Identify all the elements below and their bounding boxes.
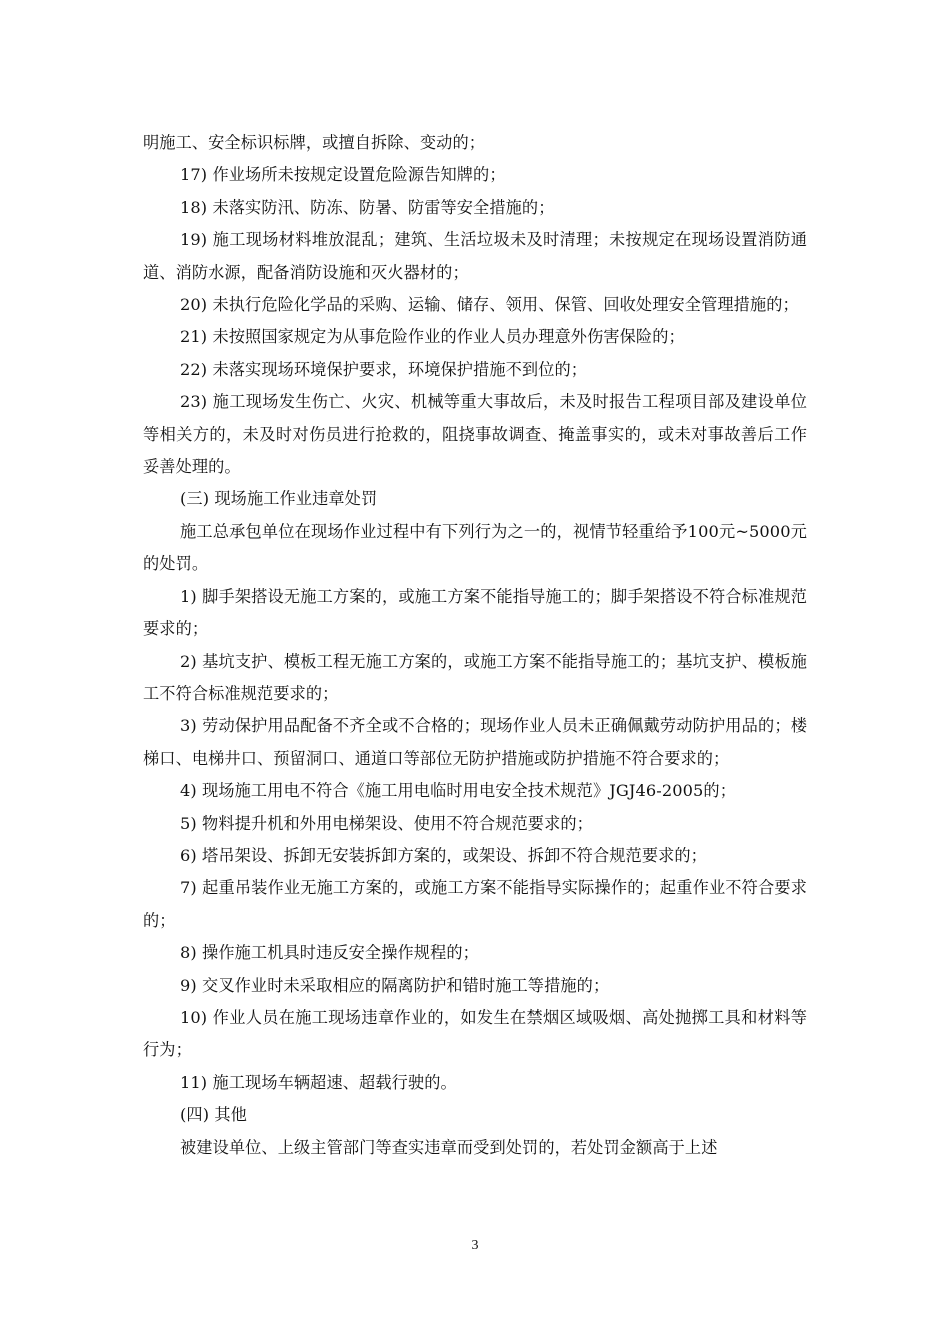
paragraph-16: 6) 塔吊架设、拆卸无安装拆卸方案的，或架设、拆卸不符合规范要求的； <box>180 845 707 865</box>
paragraph-4: 19) 施工现场材料堆放混乱；建筑、生活垃圾未及时清理；未按规定在现场设置消防通道、消防水源，配备消防设施和灭火器材的； <box>143 230 807 282</box>
section-heading-3: (三) 现场施工作业违章处罚 <box>180 489 378 509</box>
paragraph-13: 3) 劳动保护用品配备不齐全或不合格的；现场作业人员未正确佩戴劳动防护用品的；楼梯口、电梯井口、预留洞口、通道口等部位无防护措施或防护措施不符合要求的； <box>143 716 807 768</box>
paragraph-7: 22) 未落实现场环境保护要求，环境保护措施不到位的； <box>180 359 588 379</box>
paragraph-19: 9) 交叉作业时未采取相应的隔离防护和错时施工等措施的； <box>180 975 610 995</box>
paragraph-18: 8) 操作施工机具时违反安全操作规程的； <box>180 943 479 963</box>
page-number: 3 <box>471 1238 479 1253</box>
paragraph-3: 18) 未落实防汛、防冻、防暑、防雷等安全措施的； <box>180 197 555 217</box>
paragraph-6: 21) 未按照国家规定为从事危险作业的作业人员办理意外伤害保险的； <box>180 327 685 347</box>
paragraph-8: 23) 施工现场发生伤亡、火灾、机械等重大事故后，未及时报告工程项目部及建设单位等相关方的，未及时对伤员进行抢救的，阻挠事故调查、掩盖事实的，或未对事故善后工作妥善处理的。 <box>143 392 807 477</box>
paragraph-15: 5) 物料提升机和外用电梯架设、使用不符合规范要求的； <box>180 813 593 833</box>
paragraph-20: 10) 作业人员在施工现场违章作业的，如发生在禁烟区域吸烟、高处抛掷工具和材料等行为； <box>143 1007 807 1060</box>
paragraph-14: 4) 现场施工用电不符合《施工用电临时用电安全技术规范》JGJ46-2005的； <box>180 781 736 801</box>
paragraph-21: 11) 施工现场车辆超速、超载行驶的。 <box>180 1072 457 1092</box>
paragraph-11: 1) 脚手架搭设无施工方案的，或施工方案不能指导施工的；脚手架搭设不符合标准规范要求的； <box>143 586 807 639</box>
paragraph-12: 2) 基坑支护、模板工程无施工方案的，或施工方案不能指导施工的；基坑支护、模板施工不符合标准规范要求的； <box>143 651 807 703</box>
paragraph-10: 施工总承包单位在现场作业过程中有下列行为之一的，视情节轻重给予100元~5000元的处罚。 <box>143 521 807 574</box>
paragraph-2: 17) 作业场所未按规定设置危险源告知牌的； <box>180 165 506 185</box>
paragraph-1: 明施工、安全标识标牌，或擅自拆除、变动的； <box>143 133 486 152</box>
paragraph-23: 被建设单位、上级主管部门等查实违章而受到处罚的，若处罚金额高于上述 <box>180 1137 718 1157</box>
document-body <box>143 127 807 1164</box>
paragraph-17: 7) 起重吊装作业无施工方案的，或施工方案不能指导实际操作的；起重作业不符合要求的； <box>143 878 807 930</box>
section-heading-4: (四) 其他 <box>180 1105 247 1125</box>
paragraph-5: 20) 未执行危险化学品的采购、运输、储存、领用、保管、回收处理安全管理措施的； <box>180 295 799 315</box>
